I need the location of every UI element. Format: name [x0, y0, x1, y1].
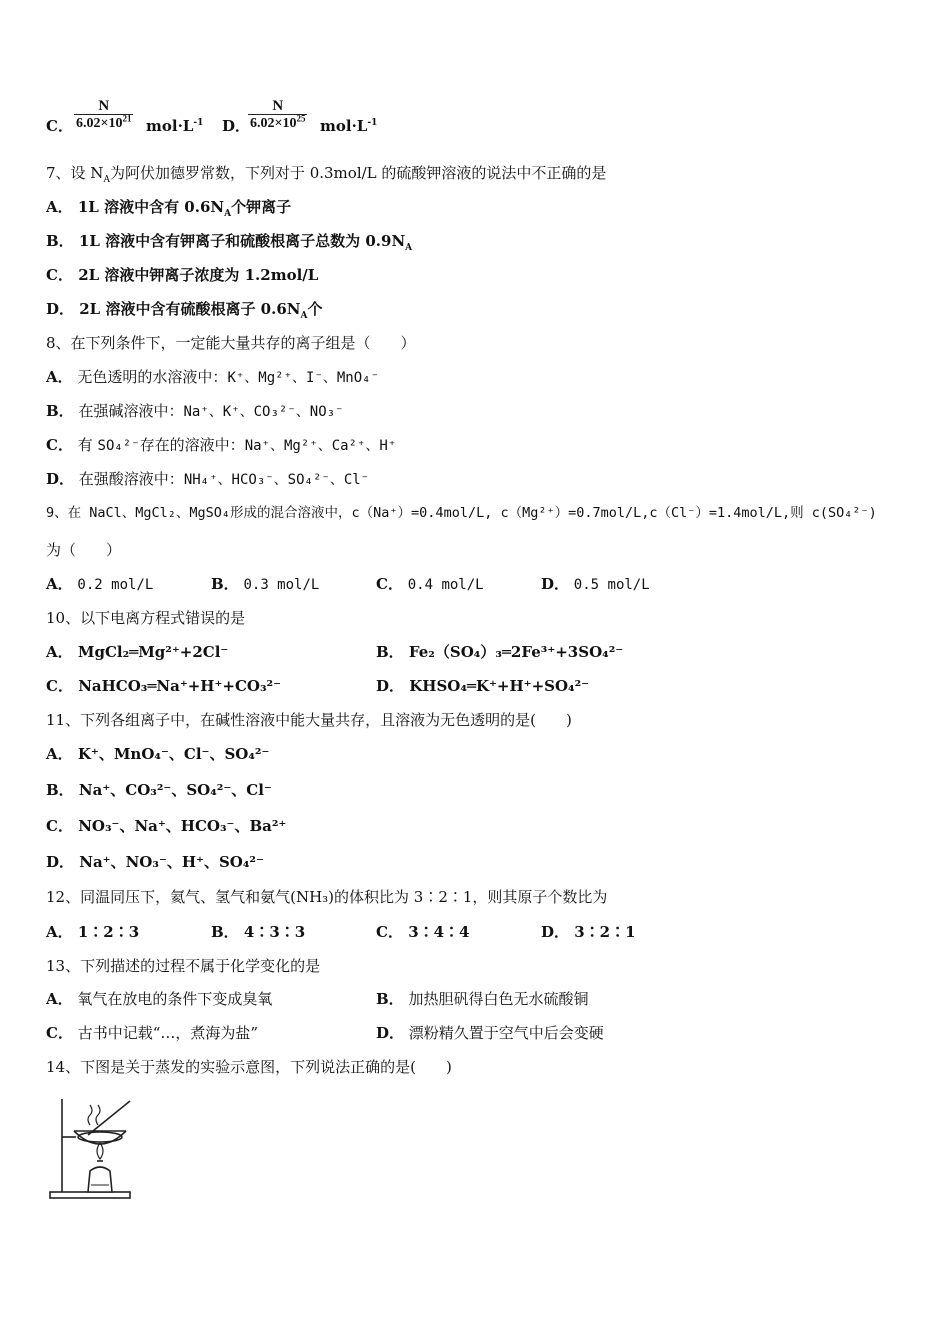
- q9-option-c: C． 0.4 mol/L: [376, 575, 484, 593]
- q11-option-b: B． Na⁺、CO₃²⁻、SO₄²⁻、Cl⁻: [46, 781, 272, 799]
- q7-option-a: A． 1L 溶液中含有 $0.6N_A$个钾离子: [46, 198, 292, 219]
- q13-stem: 13、下列描述的过程不属于化学变化的是: [46, 957, 321, 975]
- q10-stem: 10、以下电离方程式错误的是: [46, 609, 246, 627]
- flame: [97, 1143, 103, 1159]
- q8-stem: 8、在下列条件下，一定能大量共存的离子组是（ ）: [46, 334, 416, 352]
- q7-option-c: C． 2L 溶液中钾离子浓度为 1.2mol/L: [46, 266, 319, 284]
- q6-c-unit: $mol\cdot L^{-1}$: [146, 117, 204, 135]
- q11-option-c: C． NO₃⁻、Na⁺、HCO₃⁻、Ba²⁺: [46, 817, 287, 835]
- q10-option-a: A． MgCl₂═Mg²⁺+2Cl⁻: [46, 643, 229, 661]
- q6-c-label: C．: [46, 117, 73, 135]
- q9-stem: 9、在 NaCl、MgCl₂、MgSO₄形成的混合溶液中，c（Na⁺）=0.4mol/L, c（Mg²⁺）=0.7mol/L,c（Cl⁻）=1.4mol/L,则 c(SO₄²⁻): [46, 505, 877, 521]
- q9-option-a: A． 0.2 mol/L: [46, 575, 154, 593]
- q13-option-b: B． 加热胆矾得白色无水硫酸铜: [376, 990, 589, 1008]
- q8-option-b: B． 在强碱溶液中：Na⁺、K⁺、CO₃²⁻、NO₃⁻: [46, 402, 344, 420]
- stand-base: [50, 1192, 130, 1198]
- evaporation-apparatus-figure: [48, 1095, 134, 1203]
- q12-option-a: A． 1∶2∶3: [46, 923, 140, 941]
- q10-option-b: B． Fe₂（SO₄）₃═2Fe³⁺+3SO₄²⁻: [376, 643, 624, 661]
- q9-option-d: D． 0.5 mol/L: [541, 575, 650, 593]
- q14-stem: 14、下图是关于蒸发的实验示意图，下列说法正确的是( ): [46, 1058, 452, 1076]
- q6-d-unit: $mol\cdot L^{-1}$: [320, 117, 378, 135]
- q12-stem: 12、同温同压下，氦气、氢气和氨气(NH₃)的体积比为 3∶2∶1，则其原子个数比为: [46, 888, 608, 906]
- q10-option-d: D． KHSO₄═K⁺+H⁺+SO₄²⁻: [376, 677, 590, 695]
- q11-stem: 11、下列各组离子中，在碱性溶液中能大量共存，且溶液为无色透明的是( ): [46, 711, 572, 729]
- q13-option-a: A． 氧气在放电的条件下变成臭氧: [46, 990, 273, 1008]
- q7-option-b: B． 1L 溶液中含有钾离子和硫酸根离子总数为 $0.9N_A$: [46, 232, 413, 253]
- q8-option-a: A． 无色透明的水溶液中：K⁺、Mg²⁺、I⁻、MnO₄⁻: [46, 368, 380, 386]
- glass-rod: [88, 1101, 130, 1135]
- q12-option-d: D． 3∶2∶1: [541, 923, 636, 941]
- q12-option-c: C． 3∶4∶4: [376, 923, 470, 941]
- q12-option-b: B． 4∶3∶3: [211, 923, 306, 941]
- q7-option-d: D． 2L 溶液中含有硫酸根离子 $0.6N_A$个: [46, 300, 323, 321]
- iron-ring: [78, 1132, 122, 1142]
- q8-option-c: C． 有 SO₄²⁻存在的溶液中：Na⁺、Mg²⁺、Ca²⁺、H⁺: [46, 436, 397, 454]
- steam: [88, 1105, 92, 1125]
- q9-stem-cont: 为（ ）: [46, 541, 122, 559]
- q11-option-a: A． K⁺、MnO₄⁻、Cl⁻、SO₄²⁻: [46, 745, 270, 763]
- q6-d-label: D．: [222, 117, 251, 135]
- q6-c-fraction: $\frac{N}{6.02\times 10^{21}}$: [76, 98, 132, 131]
- alcohol-lamp: [88, 1167, 112, 1192]
- q6-d-fraction: $\frac{N}{6.02\times 10^{25}}$: [250, 98, 306, 131]
- q11-option-d: D． Na⁺、NO₃⁻、H⁺、SO₄²⁻: [46, 853, 264, 871]
- q9-option-b: B． 0.3 mol/L: [211, 575, 320, 593]
- q13-option-d: D． 漂粉精久置于空气中后会变硬: [376, 1024, 604, 1042]
- q7-stem: 7、设 $N_A$为阿伏加德罗常数，下列对于 0.3mol/L 的硫酸钾溶液的说法中不正确的是: [46, 164, 607, 185]
- q8-option-d: D． 在强酸溶液中：NH₄⁺、HCO₃⁻、SO₄²⁻、Cl⁻: [46, 470, 370, 488]
- q13-option-c: C． 古书中记载“…，煮海为盐”: [46, 1024, 259, 1042]
- q10-option-c: C． NaHCO₃═Na⁺+H⁺+CO₃²⁻: [46, 677, 282, 695]
